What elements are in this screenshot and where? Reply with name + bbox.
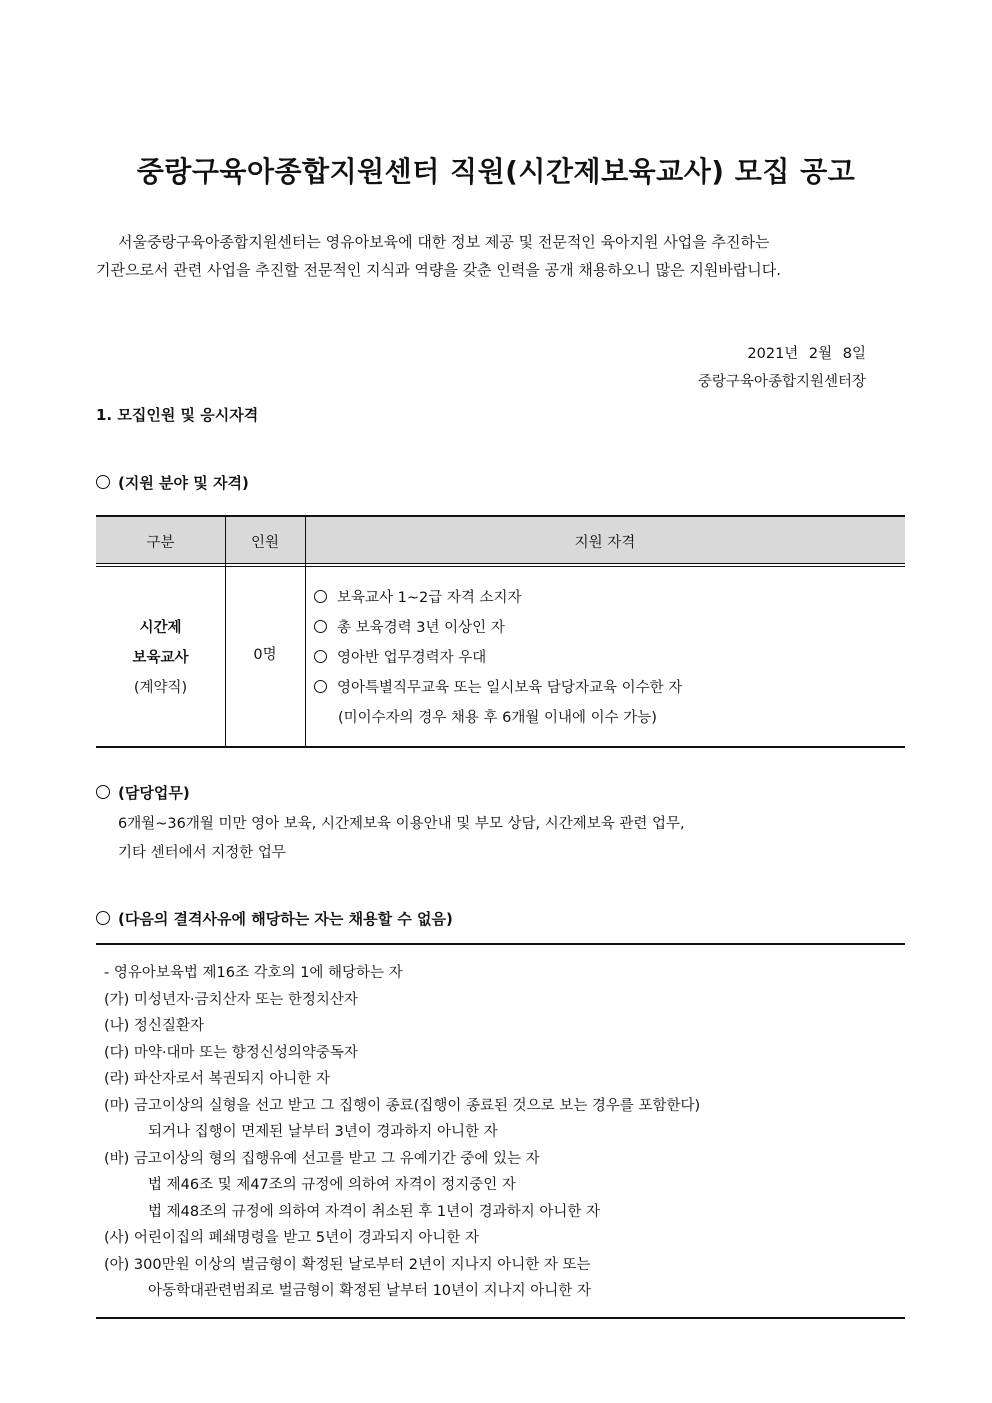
list-item: 법 제48조의 규정에 의하여 자격이 취소된 후 1년이 경과하지 아니한 자 — [148, 1203, 600, 1220]
category-line-1: 시간제 — [139, 620, 182, 636]
list-item: 되거나 집행이 면제된 날부터 3년이 경과하지 아니한 자 — [148, 1124, 498, 1140]
qualification-item: 영아특별직무교육 또는 일시보육 담당자교육 이수한 자 — [314, 673, 682, 703]
section-heading-recruitment: 1. 모집인원 및 응시자격 — [96, 406, 259, 424]
header-qualification: 지원 자격 — [574, 535, 636, 551]
subheading-duties-label: (담당업무) — [118, 784, 190, 802]
circle-bullet-icon — [314, 590, 327, 603]
intro-line-1: 서울중랑구육아종합지원센터는 영유아보육에 대한 정보 제공 및 전문적인 육아지원 사업을 추진하는 — [118, 233, 770, 251]
subheading-fields — [96, 472, 249, 493]
subheading-disqualifications-label: (다음의 결격사유에 해당하는 자는 채용할 수 없음) — [118, 910, 453, 928]
qualification-item: 총 보육경력 3년 이상인 자 — [314, 613, 682, 643]
intro-paragraph — [96, 228, 781, 284]
list-item: (사) 어린이집의 폐쇄명령을 받고 5년이 경과되지 아니한 자 — [104, 1230, 479, 1246]
list-item: (마) 금고이상의 실형을 선고 받고 그 집행이 종료(집행이 종료된 것으로 보는 경우를 포함한다) — [104, 1097, 701, 1114]
qualification-list — [314, 583, 682, 733]
page-title: 중랑구육아종합지원센터 직원(시간제보육교사) 모집 공고 — [136, 155, 856, 188]
category-line-2: 보육교사 — [132, 650, 189, 666]
subheading-fields-label: (지원 분야 및 자격) — [118, 474, 249, 492]
list-item: (바) 금고이상의 형의 집행유예 선고를 받고 그 유예기간 중에 있는 자 — [104, 1150, 540, 1167]
duties-line: 6개월~36개월 미만 영아 보육, 시간제보육 이용안내 및 부모 상담, 시간제보육 관련 업무, — [118, 816, 685, 832]
category-cell — [96, 613, 225, 703]
list-item: (아) 300만원 이상의 벌금형이 확정된 날로부터 2년이 지나지 아니한 자 또는 — [104, 1256, 591, 1273]
disqualification-list — [104, 960, 700, 1305]
circle-bullet-icon — [314, 680, 327, 693]
circle-bullet-icon — [96, 475, 110, 489]
divider-top — [96, 943, 905, 945]
duties-line: 기타 센터에서 지정한 업무 — [118, 845, 286, 861]
header-count: 인원 — [250, 535, 279, 551]
circle-bullet-icon — [314, 650, 327, 663]
divider-bottom — [96, 1317, 905, 1319]
issuing-organization: 중랑구육아종합지원센터장 — [697, 374, 866, 390]
list-item: (가) 미성년자·금치산자 또는 한정치산자 — [104, 991, 358, 1008]
category-line-3: (계약직) — [133, 680, 188, 696]
circle-bullet-icon — [96, 785, 110, 799]
list-item: (라) 파산자로서 복권되지 아니한 자 — [104, 1071, 330, 1087]
list-item: - 영유아보육법 제16조 각호의 1에 해당하는 자 — [104, 965, 403, 981]
qualification-item: 보육교사 1~2급 자격 소지자 — [314, 583, 682, 613]
subheading-duties — [96, 782, 190, 803]
subheading-disqualifications — [96, 908, 453, 929]
list-item: 법 제46조 및 제47조의 규정에 의하여 자격이 정지중인 자 — [148, 1177, 516, 1193]
intro-line-2: 기관으로서 관련 사업을 추진할 전문적인 지식과 역량을 갖춘 인력을 공개 채용하오니 많은 지원바랍니다. — [96, 261, 782, 279]
circle-bullet-icon — [314, 620, 327, 633]
announcement-date: 2021년 2월 8일 — [747, 346, 866, 362]
qualification-table — [96, 515, 905, 748]
qualification-note: (미이수자의 경우 채용 후 6개월 이내에 이수 가능) — [338, 710, 657, 726]
list-item: (다) 마약·대마 또는 향정신성의약중독자 — [104, 1044, 358, 1061]
list-item: (나) 정신질환자 — [104, 1018, 204, 1034]
headcount-cell: 0명 — [253, 647, 277, 663]
duties-text — [118, 810, 685, 868]
circle-bullet-icon — [96, 911, 110, 925]
qualification-item: 영아반 업무경력자 우대 — [314, 643, 682, 673]
header-category: 구분 — [146, 535, 175, 551]
list-item: 아동학대관련범죄로 벌금형이 확정된 날부터 10년이 지나지 아니한 자 — [148, 1283, 591, 1299]
